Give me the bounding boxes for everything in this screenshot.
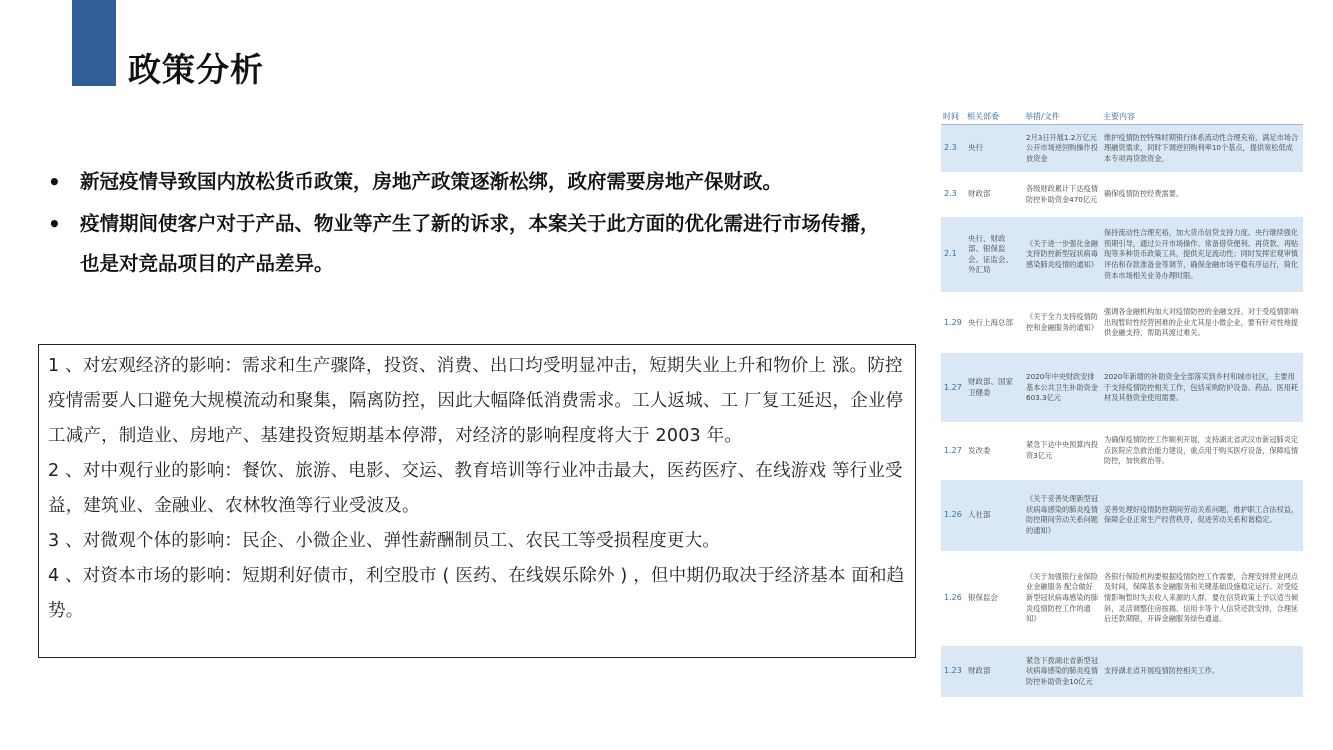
table-row <box>941 353 1303 423</box>
row-date: 1.29 <box>941 293 965 353</box>
impact-industry: 2 、对中观行业的影响：餐饮、旅游、电影、交运、教育培训等行业冲击最大，医药医疗、在线游戏 等行业受益，建筑业、金融业、农林牧渔等行业受波及。 <box>48 461 903 516</box>
row-measure: 紧急下达中央预算内投资3亿元 <box>1023 423 1101 479</box>
impact-macro: 1 、对宏观经济的影响：需求和生产骤降，投资、消费、出口均受明显冲击，短期失业上升和物价上 涨。防控疫情需要人口避免大规模流动和聚集，隔离防控，因此大幅降低消费需求。工人返城、工 厂复工延迟，企业停工减产，制造业、房地产、基建投资短期基本停滞，对经济的影响程度将大于 2003 年。 <box>48 356 904 446</box>
table-header-row <box>941 108 1303 125</box>
row-measure: 各级财政累计下达疫情防控补助资金470亿元 <box>1023 173 1101 217</box>
row-content: 为确保疫情防控工作顺利开展，支持湖北省武汉市新冠肺炎定点医院应急救治能力建设，重点用于购买医疗设备，保障疫情防控，加快救治等。 <box>1101 423 1303 479</box>
bullet-list <box>48 162 898 286</box>
row-department: 央行、财政部、银保监会、证监会、外汇局 <box>965 217 1023 293</box>
row-content: 强调各金融机构加大对疫情防控的金融支持。对于受疫情影响出现暂时性经营困难的企业尤其是小微企业，要有针对性地提供金融支持，帮助其渡过难关。 <box>1101 293 1303 353</box>
impact-micro: 3 、对微观个体的影响：民企、小微企业、弹性薪酬制员工、农民工等受损程度更大。 <box>48 531 720 551</box>
row-measure: 《关于全力支持疫情防控和金融服务的通知》 <box>1023 293 1101 353</box>
row-content: 妥善处理好疫情防控期间劳动关系问题，维护职工合法权益，保障企业正常生产经营秩序，促进劳动关系和谐稳定。 <box>1101 479 1303 551</box>
table-row <box>941 125 1303 173</box>
bullet-marker: • <box>48 170 61 194</box>
row-date: 1.26 <box>941 479 965 551</box>
row-department: 银保监会 <box>965 551 1023 645</box>
row-date: 2.3 <box>941 125 965 173</box>
row-department: 财政部、国家卫健委 <box>965 353 1023 423</box>
policy-table <box>941 108 1303 698</box>
table-row <box>941 173 1303 217</box>
table-row <box>941 293 1303 353</box>
bullet-item <box>48 162 898 202</box>
header-date: 时间 <box>941 108 965 125</box>
row-date: 2.1 <box>941 217 965 293</box>
row-date: 1.27 <box>941 423 965 479</box>
row-measure: 2月3日开展1.2万亿元公开市场逆回购操作投放资金 <box>1023 125 1101 173</box>
table-row <box>941 423 1303 479</box>
table-row <box>941 479 1303 551</box>
row-measure: 《关于进一步强化金融支持防控新型冠状病毒感染肺炎疫情的通知》 <box>1023 217 1101 293</box>
row-measure: 2020年中央财政安排基本公共卫生补助资金603.3亿元 <box>1023 353 1101 423</box>
row-measure: 《关于加强银行业保险业金融服务 配合做好新型冠状病毒感染的肺炎疫情防控工作的通知》 <box>1023 551 1101 645</box>
table-row <box>941 645 1303 697</box>
row-content: 支持湖北省开展疫情防控相关工作。 <box>1101 645 1303 697</box>
header-department: 相关部委 <box>965 108 1023 125</box>
bullet-item <box>48 204 898 284</box>
row-department: 财政部 <box>965 173 1023 217</box>
header-measure: 举措/文件 <box>1023 108 1101 125</box>
bullet-marker: • <box>48 212 61 236</box>
row-content: 保持流动性合理充裕，加大货币信贷支持力度。央行继续强化预期引导，通过公开市场操作、常备借贷便利、再贷款、再贴现等多种货币政策工具，提供充足流动性；同时发挥宏观审慎评估和存款准备金等调节，确保金融市场平稳有序运行，简化资本市场相关业务办理时限。 <box>1101 217 1303 293</box>
impact-analysis-box <box>38 344 916 658</box>
row-department: 发改委 <box>965 423 1023 479</box>
bullet-text: 疫情期间使客户对于产品、物业等产生了新的诉求，本案关于此方面的优化需进行市场传播，也是对竞品项目的产品差异。 <box>80 212 880 275</box>
row-date: 1.26 <box>941 551 965 645</box>
row-content: 维护疫情防控特殊时期银行体系流动性合理充裕，满足市场合理融资需求，同时下调逆回购利率10个基点，提供宽松低成本专项再贷款资金。 <box>1101 125 1303 173</box>
header-content: 主要内容 <box>1101 108 1303 125</box>
row-date: 1.27 <box>941 353 965 423</box>
bullet-text: 新冠疫情导致国内放松货币政策，房地产政策逐渐松绑，政府需要房地产保财政。 <box>80 170 783 193</box>
row-content: 各银行保险机构要根据疫情防控工作需要，合理安排营业网点及时间，保障基本金融服务和关键基础设施稳定运行。对受疫情影响暂时失去收入来源的人群，要在信贷政策上予以适当倾斜，灵活调整住房按揭、信用卡等个人信贷还款安排，合理延后还款期限，开辟金融服务绿色通道。 <box>1101 551 1303 645</box>
row-department: 财政部 <box>965 645 1023 697</box>
row-date: 2.3 <box>941 173 965 217</box>
row-content: 2020年新增的补助资金全部落实到乡村和城市社区，主要用于支持疫情防控相关工作，包括采购防护设备、药品、医用耗材及其他资金使用需要。 <box>1101 353 1303 423</box>
row-content: 确保疫情防控经费需要。 <box>1101 173 1303 217</box>
row-department: 人社部 <box>965 479 1023 551</box>
row-department: 央行上海总部 <box>965 293 1023 353</box>
table-row <box>941 217 1303 293</box>
row-department: 央行 <box>965 125 1023 173</box>
row-measure: 《关于妥善处理新型冠状病毒感染的肺炎疫情防控期间劳动关系问题的通知》 <box>1023 479 1101 551</box>
row-date: 1.23 <box>941 645 965 697</box>
impact-capital-market: 4 、对资本市场的影响：短期利好债市，利空股市 ( 医药、在线娱乐除外 ) ，但中期仍取决于经济基本 面和趋势。 <box>48 566 905 621</box>
row-measure: 紧急下拨湖北省新型冠状病毒感染的肺炎疫情防控补助资金10亿元 <box>1023 645 1101 697</box>
title-accent-bar <box>72 0 116 86</box>
table-row <box>941 551 1303 645</box>
page-title: 政策分析 <box>128 50 264 89</box>
